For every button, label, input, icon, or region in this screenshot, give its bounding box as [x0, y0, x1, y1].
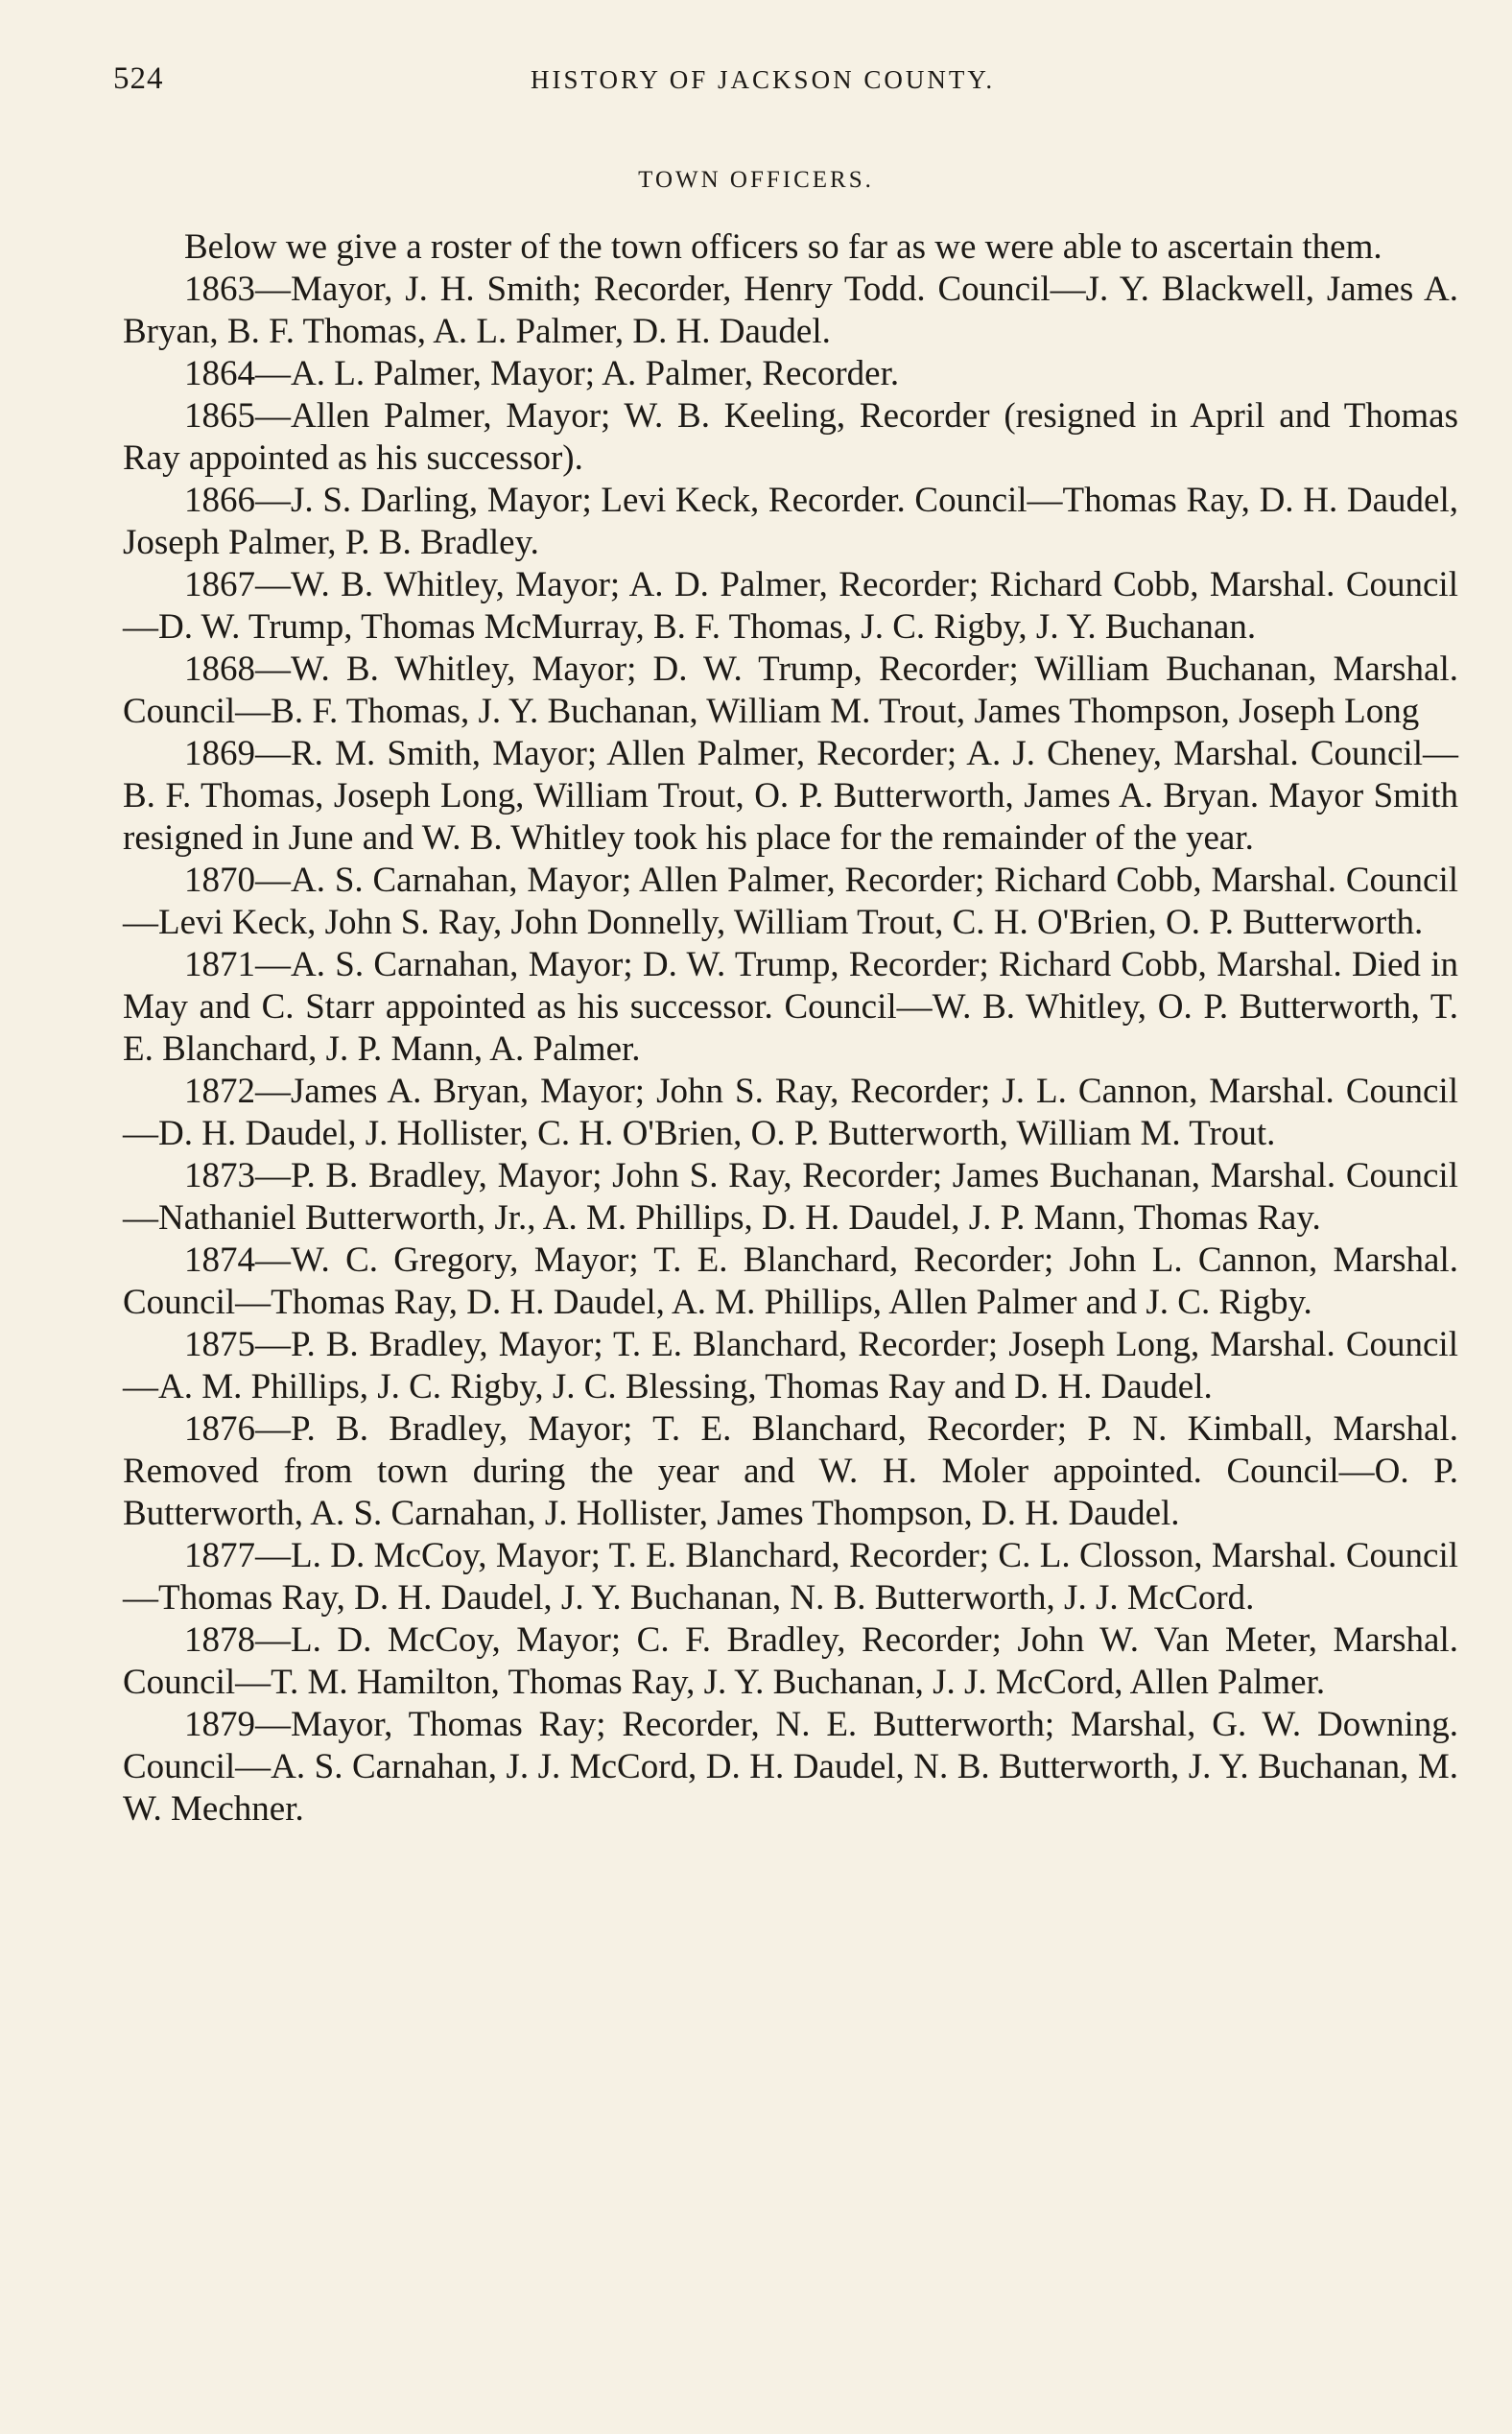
- roster-entry-1874: 1874—W. C. Gregory, Mayor; T. E. Blanchard, Recorder; John L. Cannon, Marshal. Council—Thomas Ray, D. H. Daudel, A. M. Phillips, Allen Palmer and J. C. Rigby.: [123, 1241, 1458, 1322]
- section-title: TOWN OFFICERS.: [638, 167, 874, 193]
- page-number: 524: [113, 61, 164, 96]
- roster-entry-1865: 1865—Allen Palmer, Mayor; W. B. Keeling, Recorder (resigned in April and Thomas Ray appointed as his successor).: [123, 396, 1458, 478]
- roster-entry-1863: 1863—Mayor, J. H. Smith; Recorder, Henry Todd. Council—J. Y. Blackwell, James A. Bryan, B. F. Thomas, A. L. Palmer, D. H. Daudel.: [123, 270, 1458, 351]
- roster-entry-1870: 1870—A. S. Carnahan, Mayor; Allen Palmer, Recorder; Richard Cobb, Marshal. Council—Levi Keck, John S. Ray, John Donnelly, William Trout, C. H. O'Brien, O. P. Butterworth.: [123, 861, 1458, 942]
- book-title: HISTORY OF JACKSON COUNTY.: [531, 65, 996, 94]
- intro-paragraph: Below we give a roster of the town officers so far as we were able to ascertain them.: [184, 227, 1382, 267]
- roster-entry-1876: 1876—P. B. Bradley, Mayor; T. E. Blanchard, Recorder; P. N. Kimball, Marshal. Removed from town during the year and W. H. Moler appointed. Council—O. P. Butterworth, A. S. Carnahan, J. Hollister, James Thompson, D. H. Daudel.: [123, 1409, 1458, 1533]
- roster-entry-1879: 1879—Mayor, Thomas Ray; Recorder, N. E. Butterworth; Marshal, G. W. Downing. Council—A. S. Carnahan, J. J. McCord, D. H. Daudel, N. B. Butterworth, J. Y. Buchanan, M. W. Mechner.: [123, 1705, 1458, 1829]
- roster-entry-1868: 1868—W. B. Whitley, Mayor; D. W. Trump, Recorder; William Buchanan, Marshal. Council—B. F. Thomas, J. Y. Buchanan, William M. Trout, James Thompson, Joseph Long: [123, 650, 1458, 731]
- running-head: [113, 61, 1456, 107]
- roster-text: [123, 226, 1458, 1831]
- roster-entry-1873: 1873—P. B. Bradley, Mayor; John S. Ray, Recorder; James Buchanan, Marshal. Council—Nathaniel Butterworth, Jr., A. M. Phillips, D. H. Daudel, J. P. Mann, Thomas Ray.: [123, 1156, 1458, 1238]
- roster-entry-1877: 1877—L. D. McCoy, Mayor; T. E. Blanchard, Recorder; C. L. Closson, Marshal. Council—Thomas Ray, D. H. Daudel, J. Y. Buchanan, N. B. Butterworth, J. J. McCord.: [123, 1536, 1458, 1618]
- roster-entry-1875: 1875—P. B. Bradley, Mayor; T. E. Blanchard, Recorder; Joseph Long, Marshal. Council—A. M. Phillips, J. C. Rigby, J. C. Blessing, Thomas Ray and D. H. Daudel.: [123, 1325, 1458, 1406]
- roster-entry-1867: 1867—W. B. Whitley, Mayor; A. D. Palmer, Recorder; Richard Cobb, Marshal. Council—D. W. Trump, Thomas McMurray, B. F. Thomas, J. C. Rigby, J. Y. Buchanan.: [123, 565, 1458, 647]
- roster-entry-1878: 1878—L. D. McCoy, Mayor; C. F. Bradley, Recorder; John W. Van Meter, Marshal. Council—T. M. Hamilton, Thomas Ray, J. Y. Buchanan, J. J. McCord, Allen Palmer.: [123, 1620, 1458, 1702]
- roster-entry-1871: 1871—A. S. Carnahan, Mayor; D. W. Trump, Recorder; Richard Cobb, Marshal. Died in May and C. Starr appointed as his successor. Council—W. B. Whitley, O. P. Butterworth, T. E. Blanchard, J. P. Mann, A. Palmer.: [123, 945, 1458, 1069]
- roster-entry-1864: 1864—A. L. Palmer, Mayor; A. Palmer, Recorder.: [184, 354, 900, 393]
- roster-entry-1872: 1872—James A. Bryan, Mayor; John S. Ray, Recorder; J. L. Cannon, Marshal. Council—D. H. Daudel, J. Hollister, C. H. O'Brien, O. P. Butterworth, William M. Trout.: [123, 1072, 1458, 1153]
- roster-entry-1869: 1869—R. M. Smith, Mayor; Allen Palmer, Recorder; A. J. Cheney, Marshal. Council—B. F. Thomas, Joseph Long, William Trout, O. P. Butterworth, James A. Bryan. Mayor Smith resigned in June and W. B. Whitley took his place for the remainder of the year.: [123, 734, 1458, 858]
- roster-entry-1866: 1866—J. S. Darling, Mayor; Levi Keck, Recorder. Council—Thomas Ray, D. H. Daudel, Joseph Palmer, P. B. Bradley.: [123, 481, 1458, 562]
